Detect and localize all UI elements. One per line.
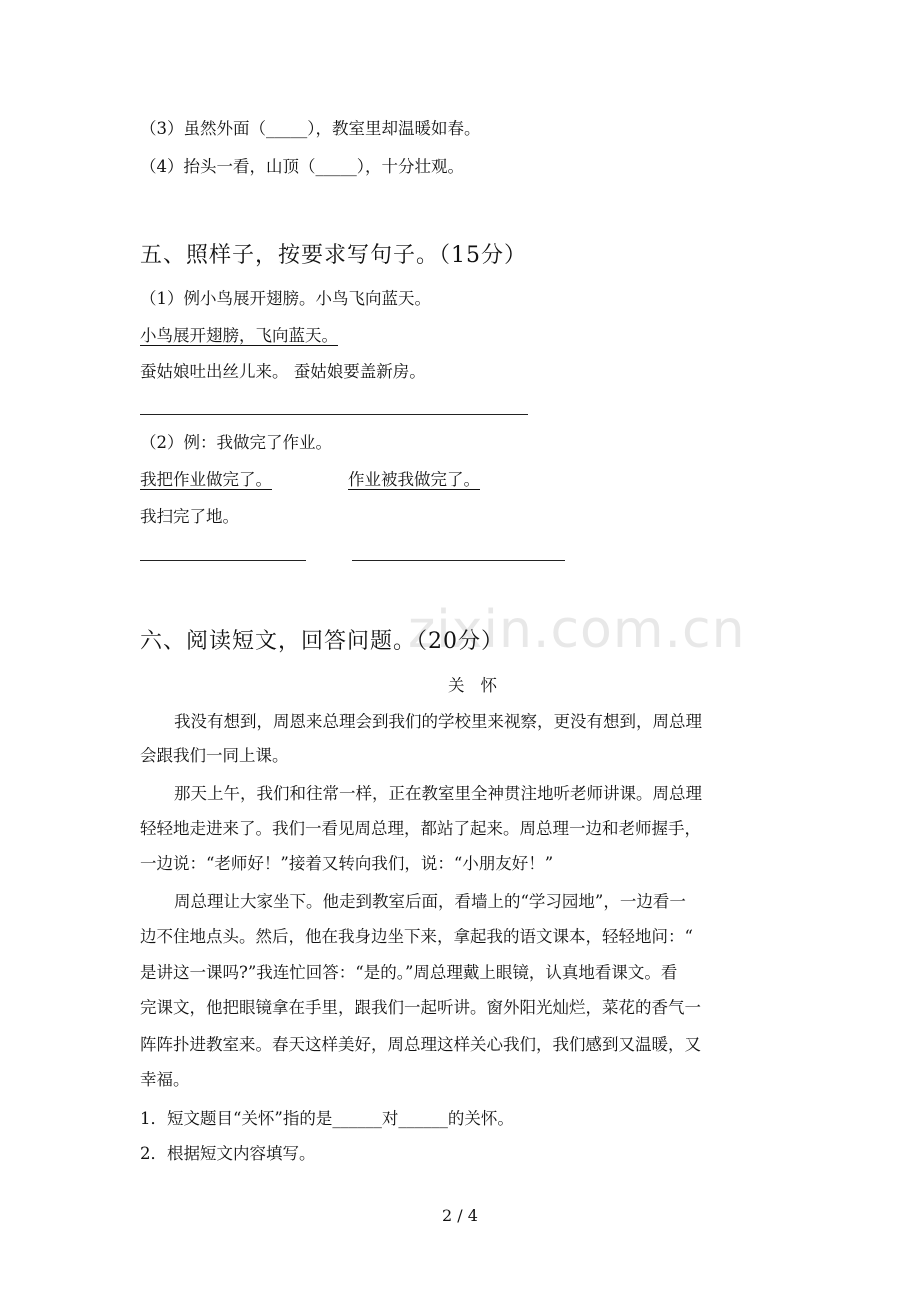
q1-answer-line[interactable] <box>140 414 528 415</box>
passage-line: 周总理让大家坐下。他走到教室后面，看墙上的“学习园地”，一边看一 <box>174 892 686 911</box>
q2-prompt: （2）例：我做完了作业。 <box>140 433 332 452</box>
passage-line: 那天上午，我们和往常一样，正在教室里全神贯注地听老师讲课。周总理 <box>174 784 702 803</box>
q1-prompt: （1）例小鸟展开翅膀。小鸟飞向蓝天。 <box>140 289 431 308</box>
passage-line: 阵阵扑进教室来。春天这样美好，周总理这样关心我们，我们感到又温暖，又 <box>140 1035 701 1054</box>
question-2: 2．根据短文内容填写。 <box>140 1144 316 1163</box>
passage-line: 边不住地点头。然后，他在我身边坐下来，拿起我的语文课本，轻轻地问：“ <box>140 927 693 946</box>
q2-answer-line-b[interactable] <box>352 560 565 561</box>
passage-line: 一边说：“老师好！”接着又转向我们，说：“小朋友好！” <box>140 854 554 873</box>
passage-title: 关怀 <box>448 676 513 695</box>
passage-line: 会跟我们一同上课。 <box>140 746 289 765</box>
q1-task: 蚕姑娘吐出丝儿来。 蚕姑娘要盖新房。 <box>140 362 426 381</box>
q2-example-a: 我把作业做完了。 <box>140 470 272 489</box>
q2-example-b: 作业被我做完了。 <box>348 470 480 489</box>
watermark: zixin.com.cn <box>408 600 746 660</box>
q1-example: 小鸟展开翅膀，飞向蓝天。 <box>140 326 338 345</box>
section-6-heading: 六、阅读短文，回答问题。（20分） <box>140 629 504 654</box>
item-4: （4）抬头一看，山顶（_____），十分壮观。 <box>140 157 464 176</box>
page-number: 2 / 4 <box>442 1206 478 1225</box>
section-5-heading: 五、照样子，按要求写句子。（15分） <box>140 243 527 268</box>
question-1: 1．短文题目“关怀”指的是______对______的关怀。 <box>140 1109 514 1128</box>
passage-line: 是讲这一课吗?”我连忙回答：“是的。”周总理戴上眼镜，认真地看课文。看 <box>140 963 678 982</box>
passage-line: 幸福。 <box>140 1070 190 1089</box>
q2-task: 我扫完了地。 <box>140 507 239 526</box>
passage-line: 完课文，他把眼镜拿在手里，跟我们一起听讲。窗外阳光灿烂，菜花的香气一 <box>140 998 701 1017</box>
q2-answer-line-a[interactable] <box>140 560 306 561</box>
passage-line: 轻轻地走进来了。我们一看见周总理，都站了起来。周总理一边和老师握手， <box>140 819 701 838</box>
passage-line: 我没有想到，周恩来总理会到我们的学校里来视察，更没有想到，周总理 <box>174 712 702 731</box>
item-3: （3）虽然外面（_____），教室里却温暖如春。 <box>140 119 481 138</box>
